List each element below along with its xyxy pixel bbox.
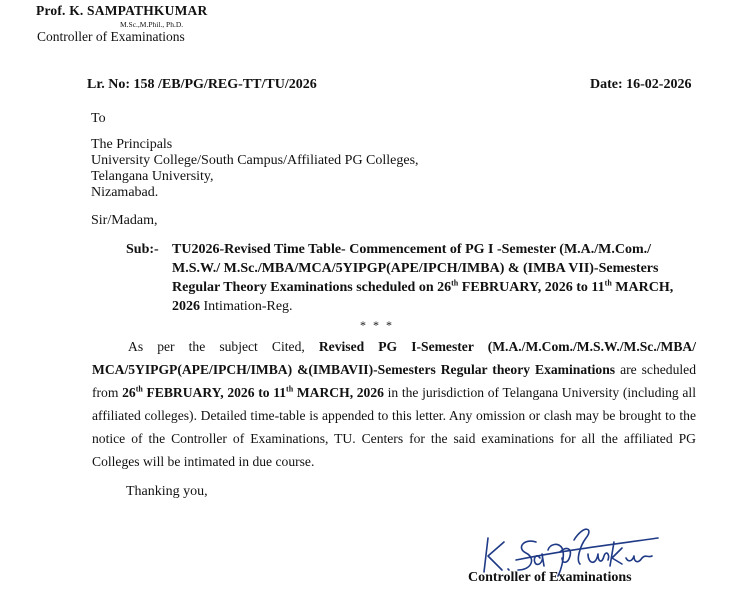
subject-block xyxy=(126,240,698,316)
letterhead-designation: Controller of Examinations xyxy=(37,29,185,44)
body-paragraph: As per the subject Cited, Revised PG I-Semester (M.A./M.Com./M.S.W./M.Sc./MBA/ MCA/5YIPGP(APE/IPCH/IMBA) &(IMBAVII)-Semesters Regular theory Examinations are scheduled from 26th FEBRUARY, 2026 to 11th MARCH, 2026 in the jurisdiction of Telangana University (including all affiliated colleges). Detailed time-table is appended to this letter. Any omission or clash may be brought to the notice of the Controller of Examinations, TU. Centers for the said examinations for all the affiliated PG Colleges will be intimated in due course. xyxy=(92,339,696,469)
address-line-3: Telangana University, xyxy=(91,169,214,184)
address-to: To xyxy=(91,111,106,126)
letter-reference-number: Lr. No: 158 /EB/PG/REG-TT/TU/2026 xyxy=(87,77,317,92)
salutation: Sir/Madam, xyxy=(91,213,158,228)
address-line-4: Nizamabad. xyxy=(91,185,159,200)
letter-date: Date: 16-02-2026 xyxy=(590,77,692,92)
address-line-1: The Principals xyxy=(91,137,173,152)
letterhead-qualifications: M.Sc.,M.Phil., Ph.D. xyxy=(120,20,184,29)
subject-text: TU2026-Revised Time Table- Commencement of PG I -Semester (M.A./M.Com./ M.S.W./ M.Sc./MBA/MCA/5YIPGP(APE/IPCH/IMBA) & (IMBA VII)-Semesters Regular Theory Examinations scheduled on 26th FEBRUARY, 2026 to 11th MARCH, 2026 Intimation-Reg. xyxy=(172,242,674,314)
address-line-2: University College/South Campus/Affiliated PG Colleges, xyxy=(91,153,419,168)
closing: Thanking you, xyxy=(126,484,208,499)
subject-label: Sub:- xyxy=(126,242,159,257)
separator: * * * xyxy=(360,318,394,332)
letterhead-name: Prof. K. SAMPATHKUMAR xyxy=(36,3,208,18)
signatory-designation: Controller of Examinations xyxy=(468,570,632,585)
